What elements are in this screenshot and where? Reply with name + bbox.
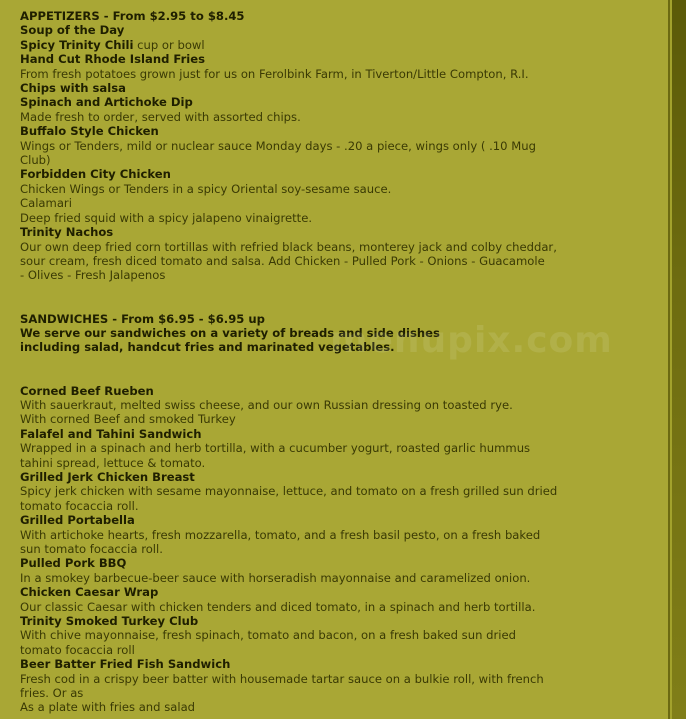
menu-item-name: Grilled Portabella [20,513,135,528]
menu-item-name: Hand Cut Rhode Island Fries [20,52,206,67]
menu-item-name: Soup of the Day [20,23,125,38]
section-gap [20,283,648,297]
menu-item-description: Our own deep fried corn tortillas with refried black beans, monterey jack and colby cheddar, [20,239,557,254]
section-gap [20,369,648,383]
menu-item-description: Deep fried squid with a spicy jalapeno vinaigrette. [20,210,313,225]
appetizers-list [20,23,648,282]
menu-item-description: Made fresh to order, served with assorted chips. [20,109,301,124]
menu-item-description: Our classic Caesar with chicken tenders and diced tomato, in a spinach and herb tortilla. [20,599,536,614]
menu-item-description: With corned Beef and smoked Turkey [20,412,236,427]
menu-item-description: tomato focaccia roll. [20,498,139,513]
menu-item-description: sun tomato focaccia roll. [20,541,163,556]
menu-item-description: tahini spread, lettuce & tomato. [20,455,206,470]
menu-item-note: cup or bowl [133,37,205,52]
menu-item-description: sour cream, fresh diced tomato and salsa. Add Chicken - Pulled Pork - Onions - Guacamole [20,253,545,268]
menu-item-name: Beer Batter Fried Fish Sandwich [20,657,231,672]
menu-item-description: Spicy jerk chicken with sesame mayonnaise, lettuce, and tomato on a fresh grilled sun dried [20,484,558,499]
sandwiches-header: SANDWICHES - From $6.95 - $6.95 up [20,311,265,326]
menu-item-description: With sauerkraut, melted swiss cheese, and our own Russian dressing on toasted rye. [20,397,513,412]
menu-item-description: As a plate with fries and salad [20,700,196,715]
menu-item-description: With artichoke hearts, fresh mozzarella, tomato, and a fresh basil pesto, on a fresh baked [20,527,541,542]
sandwiches-list [20,384,648,715]
appetizers-header: APPETIZERS - From $2.95 to $8.45 [20,9,245,23]
menu-item-line [20,38,648,52]
menu-item-name: Grilled Jerk Chicken Breast [20,469,195,484]
section-gap [20,297,648,311]
menu-item-description: Club) [20,153,51,168]
menu-item-name: Falafel and Tahini Sandwich [20,426,202,441]
menu-item-description: Calamari [20,196,72,211]
menu-item-name: Trinity Smoked Turkey Club [20,614,199,628]
menu-item-name: Forbidden City Chicken [20,167,171,182]
menu-item-name: Chicken Caesar Wrap [20,585,159,600]
sandwiches-intro-line: including salad, handcut fries and marinated vegetables. [20,340,395,355]
menu-item-name: Spicy Trinity Chili [20,37,134,52]
menu-item-name: Chips with salsa [20,81,126,96]
watermark-logo: menupix.com [330,320,613,361]
section-gap [20,355,648,369]
menu-item-name: Spinach and Artichoke Dip [20,95,193,110]
page-right-edge [672,0,686,719]
sandwiches-intro-line: We serve our sandwiches on a variety of breads and side dishes [20,325,440,340]
menu-item-description: fries. Or as [20,686,84,701]
menu-item-name: Pulled Pork BBQ [20,556,127,571]
menu-item-description: Chicken Wings or Tenders in a spicy Oriental soy-sesame sauce. [20,181,392,196]
menu-item-description: In a smokey barbecue-beer sauce with horseradish mayonnaise and caramelized onion. [20,570,531,585]
menu-item-description: - Olives - Fresh Jalapenos [20,268,166,283]
menu-content [20,9,648,715]
menu-item-name: Buffalo Style Chicken [20,124,159,139]
menu-item-description: From fresh potatoes grown just for us on Ferolbink Farm, in Tiverton/Little Compton, R.I. [20,66,529,81]
menu-item-description: Wrapped in a spinach and herb tortilla, with a cucumber yogurt, roasted garlic hummus [20,441,531,456]
menu-item-name: Corned Beef Rueben [20,383,154,398]
menu-item-description: Wings or Tenders, mild or nuclear sauce Monday days - .20 a piece, wings only ( .10 Mug [20,138,536,153]
menu-item-description: Fresh cod in a crispy beer batter with housemade tartar sauce on a bulkie roll, with french [20,671,544,686]
menu-item-description: tomato focaccia roll [20,642,135,657]
menu-item-description: With chive mayonnaise, fresh spinach, tomato and bacon, on a fresh baked sun dried [20,628,516,643]
menu-item-name: Trinity Nachos [20,225,114,240]
